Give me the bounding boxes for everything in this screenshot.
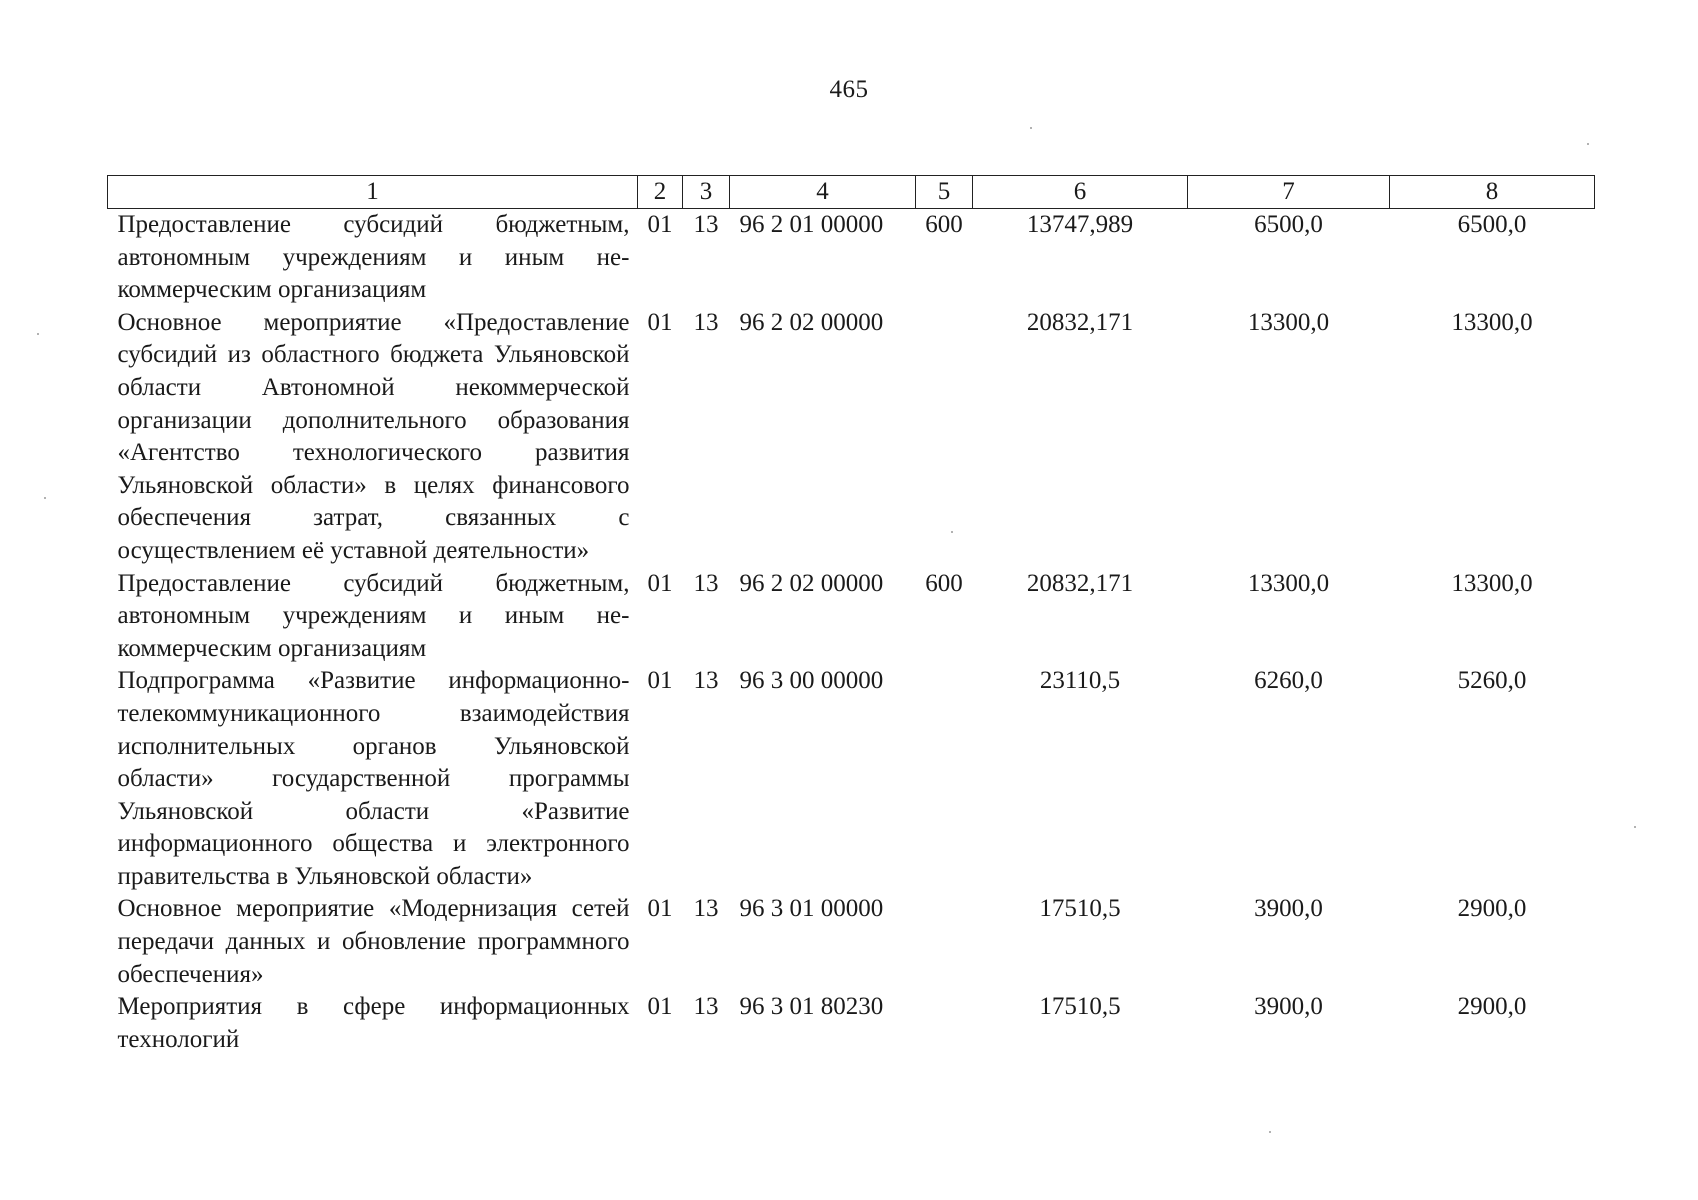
row-section: 01 [647, 667, 673, 695]
row-expense-type [916, 991, 973, 1056]
row-amount-col7: 13300,0 [1247, 569, 1330, 597]
row-amount-col8: 2900,0 [1457, 895, 1527, 923]
row-amount-col6: 20832,171 [1026, 569, 1134, 597]
scan-speck [44, 497, 46, 499]
row-target-code: 96 3 00 00000 [739, 667, 884, 695]
row-section: 01 [647, 569, 673, 597]
page-number: 465 [829, 76, 869, 103]
header-col-7: 7 [1188, 176, 1390, 209]
budget-table-container [107, 175, 1594, 1056]
row-target-code: 96 2 01 00000 [739, 211, 884, 238]
scan-speck [951, 531, 953, 533]
row-amount-col8: 13300,0 [1451, 569, 1533, 597]
row-section: 01 [647, 211, 673, 238]
row-subsection: 13 [693, 569, 719, 597]
row-amount-col8: 2900,0 [1457, 993, 1527, 1021]
header-row [108, 176, 1595, 209]
row-subsection: 13 [693, 895, 719, 923]
table-row [108, 665, 1595, 893]
table-row [108, 568, 1595, 666]
header-col-8: 8 [1390, 176, 1595, 209]
row-amount-col7: 6500,0 [1254, 211, 1323, 238]
row-description: Мероприятия в сфере информационных технологий [117, 993, 630, 1053]
row-target-code: 96 3 01 80230 [739, 993, 884, 1021]
table-row [108, 209, 1595, 307]
table-row [108, 991, 1595, 1056]
header-col-3: 3 [683, 176, 730, 209]
row-amount-col6: 17510,5 [1039, 895, 1121, 923]
row-amount-col6: 23110,5 [1039, 667, 1121, 695]
scan-speck [1269, 1131, 1271, 1133]
header-col-2: 2 [638, 176, 683, 209]
scan-speck [1030, 127, 1032, 129]
row-amount-col7: 13300,0 [1247, 308, 1330, 336]
table-header [108, 176, 1595, 209]
row-amount-col7: 6260,0 [1254, 667, 1323, 695]
row-amount-col6: 20832,171 [1026, 308, 1134, 336]
header-col-5: 5 [916, 176, 973, 209]
table-row [108, 893, 1595, 991]
row-subsection: 13 [693, 211, 719, 238]
row-amount-col8: 6500,0 [1457, 211, 1527, 238]
row-expense-type [916, 665, 973, 893]
budget-table [107, 175, 1595, 1056]
row-amount-col8: 13300,0 [1451, 308, 1533, 336]
row-target-code: 96 2 02 00000 [739, 569, 884, 597]
row-target-code: 96 3 01 00000 [739, 895, 884, 923]
header-col-1: 1 [108, 176, 638, 209]
row-expense-type [916, 893, 973, 991]
row-description: Основное мероприятие «Модернизация сетей передачи данных и обновление программного обеспечения» [117, 895, 630, 988]
row-expense-type [916, 307, 973, 568]
row-subsection: 13 [693, 308, 719, 336]
row-amount-col8: 5260,0 [1457, 667, 1527, 695]
scan-speck [1587, 143, 1589, 145]
row-amount-col6: 13747,989 [1026, 211, 1134, 238]
scan-speck [1634, 826, 1636, 828]
scan-speck [37, 333, 39, 335]
row-section: 01 [647, 895, 673, 923]
row-amount-col7: 3900,0 [1254, 895, 1323, 923]
row-description: Основное мероприятие «Предоставление субсидий из областного бюджета Ульяновской области Автономной некоммерческой организации дополнительного образования «Агентство технологического развития Ульяновской области» в целях финансового обеспечения затрат, связанных с осуществлением её уставной деятельности» [117, 308, 630, 564]
row-description: Подпрограмма «Развитие информационно-телекоммуникационного взаимодействия исполнительных органов Ульяновской области» государственной программы Ульяновской области «Развитие информационного общества и электронного правительства в Ульяновской области» [117, 667, 630, 890]
row-subsection: 13 [693, 993, 719, 1021]
row-expense-type: 600 [925, 211, 963, 238]
row-target-code: 96 2 02 00000 [739, 308, 884, 336]
row-subsection: 13 [693, 667, 719, 695]
header-col-4: 4 [730, 176, 916, 209]
row-section: 01 [647, 308, 673, 336]
row-description: Предоставление субсидий бюджетным, автономным учреждениям и иным некоммерческим организациям [117, 211, 630, 304]
row-amount-col7: 3900,0 [1254, 993, 1323, 1021]
row-amount-col6: 17510,5 [1039, 993, 1121, 1021]
table-row [108, 307, 1595, 568]
table-body [108, 209, 1595, 1057]
header-col-6: 6 [973, 176, 1188, 209]
row-description: Предоставление субсидий бюджетным, автономным учреждениям и иным некоммерческим организациям [117, 569, 630, 662]
row-expense-type: 600 [925, 569, 963, 597]
row-section: 01 [647, 993, 673, 1021]
